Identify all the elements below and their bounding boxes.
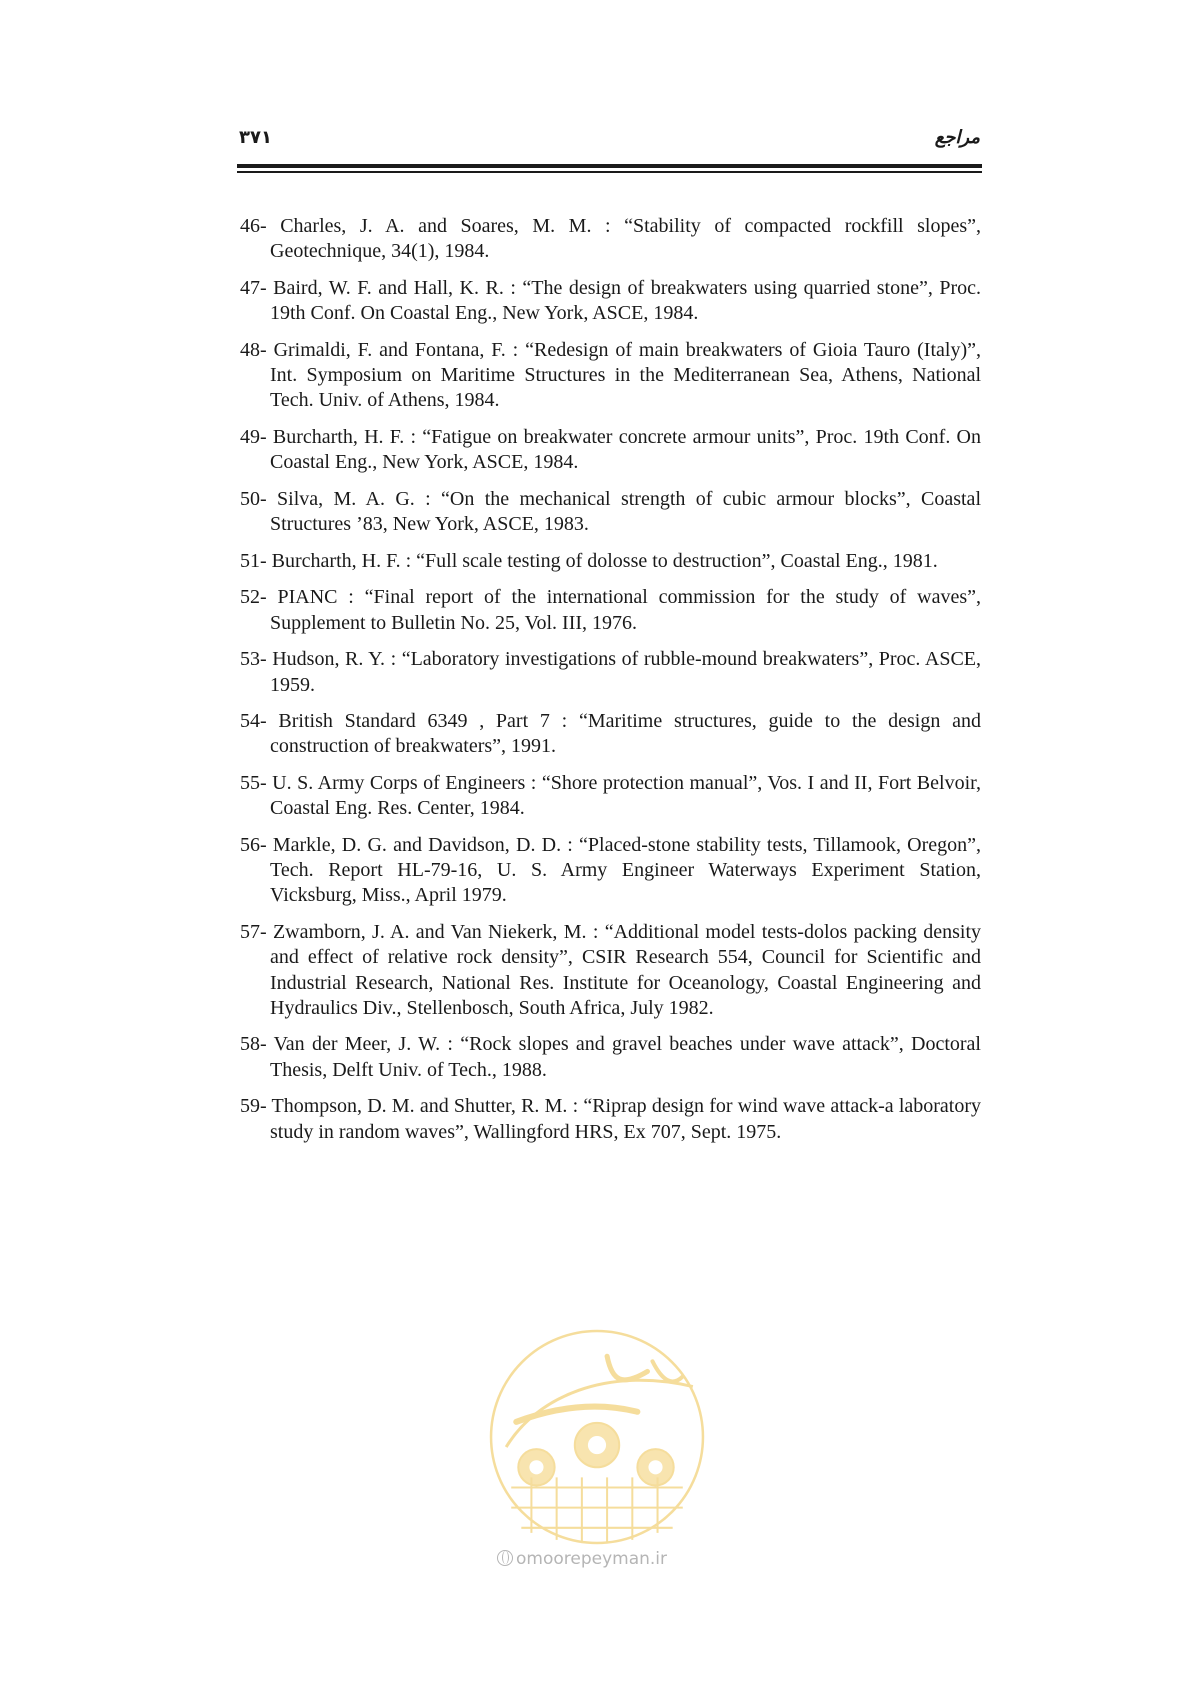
reference-item: 46- Charles, J. A. and Soares, M. M. : “Stability of compacted rockfill slopes”, Geotechnique, 34(1), 1984. bbox=[240, 215, 981, 263]
section-title: مراجع bbox=[934, 127, 980, 148]
reference-item: 55- U. S. Army Corps of Engineers : “Shore protection manual”, Vos. I and II, Fort Belvoir, Coastal Eng. Res. Center, 1984. bbox=[240, 772, 981, 820]
reference-item: 48- Grimaldi, F. and Fontana, F. : “Redesign of main breakwaters of Gioia Tauro (Italy)”, Int. Symposium on Maritime Structures in the Mediterranean Sea, Athens, National Tech. Univ. of Athens, 1984. bbox=[240, 338, 981, 412]
header-rule-thick bbox=[237, 164, 982, 168]
watermark-url-text: omoorepeyman.ir bbox=[516, 1549, 668, 1569]
reference-item: 57- Zwamborn, J. A. and Van Niekerk, M. : “Additional model tests-dolos packing density and effect of relative rock density”, CSIR Research 554, Council for Scientific and Industrial Research, National Res. Institute for Oceanology, Coastal Engineering and Hydraulics Div., Stellenbosch, South Africa, July 1982. bbox=[240, 921, 981, 1019]
reference-item: 53- Hudson, R. Y. : “Laboratory investigations of rubble-mound breakwaters”, Proc. ASCE, 1959. bbox=[240, 648, 981, 696]
reference-item: 47- Baird, W. F. and Hall, K. R. : “The design of breakwaters using quarried stone”, Proc. 19th Conf. On Coastal Eng., New York, ASCE, 1984. bbox=[240, 276, 981, 325]
header-rule-thin bbox=[237, 171, 982, 173]
reference-item: 54- British Standard 6349 , Part 7 : “Maritime structures, guide to the design and construction of breakwaters”, 1991. bbox=[240, 710, 981, 758]
reference-item: 59- Thompson, D. M. and Shutter, R. M. : “Riprap design for wind wave attack-a laboratory study in random waves”, Wallingford HRS, Ex 707, Sept. 1975. bbox=[240, 1095, 981, 1143]
reference-item: 50- Silva, M. A. G. : “On the mechanical strength of cubic armour blocks”, Coastal Structures ’83, New York, ASCE, 1983. bbox=[240, 487, 981, 536]
globe-icon bbox=[497, 1550, 513, 1566]
reference-item: 51- Burcharth, H. F. : “Full scale testing of dolosse to destruction”, Coastal Eng., 1981. bbox=[240, 549, 938, 572]
page-header bbox=[237, 126, 982, 156]
watermark-url bbox=[497, 1549, 697, 1569]
reference-item: 52- PIANC : “Final report of the international commission for the study of waves”, Supplement to Bulletin No. 25, Vol. III, 1976. bbox=[240, 586, 981, 634]
page-number: ۳۷۱ bbox=[239, 127, 272, 148]
reference-item: 58- Van der Meer, J. W. : “Rock slopes and gravel beaches under wave attack”, Doctoral Thesis, Delft Univ. of Tech., 1988. bbox=[240, 1033, 981, 1081]
reference-item: 56- Markle, D. G. and Davidson, D. D. : “Placed-stone stability tests, Tillamook, Oregon”, Tech. Report HL-79-16, U. S. Army Engineer Waterways Experiment Station, Vicksburg, Miss., April 1979. bbox=[240, 834, 981, 907]
reference-item: 49- Burcharth, H. F. : “Fatigue on breakwater concrete armour units”, Proc. 19th Conf. On Coastal Eng., New York, ASCE, 1984. bbox=[240, 425, 981, 474]
watermark-logo bbox=[486, 1326, 708, 1548]
reference-list bbox=[240, 214, 981, 1156]
